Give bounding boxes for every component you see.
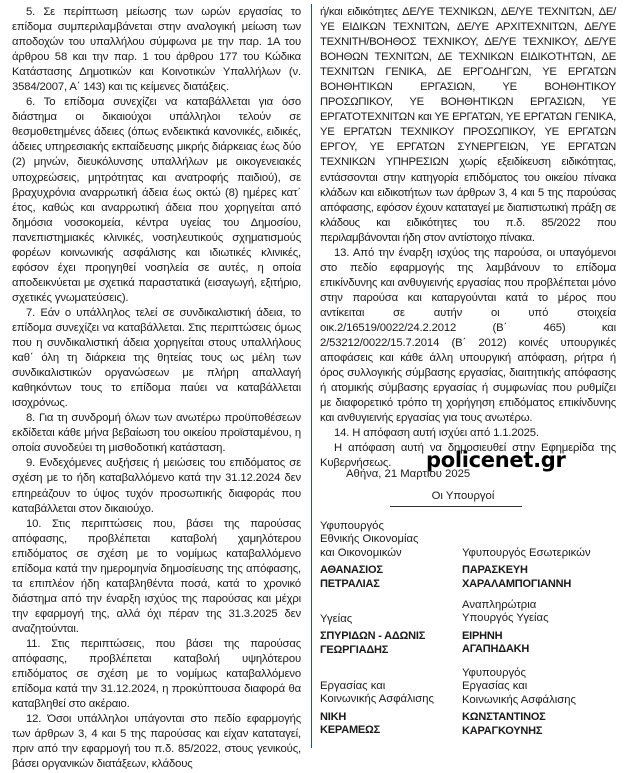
signature-block-deputy-health: [462, 599, 549, 657]
signature-name: ΕΙΡΗΝΗ ΑΓΑΠΗΔΑΚΗ: [462, 629, 530, 656]
paragraph-12: 12. Όσοι υπάλληλοι υπάγονται στο πεδίο εφαρμογής των άρθρων 3, 4 και 5 της παρούσας και είχαν καταταγεί, πριν από την εφαρμογή του π.δ. 85/2022, στους γενικούς, βάσει οργανικών διατάξεων, κλάδους: [12, 713, 301, 771]
watermark-policenet: policenet.gr: [426, 448, 566, 472]
paragraph-11: 11. Στις περιπτώσεις, που βάσει της παρούσας απόφασης, προβλέπεται καταβολή υψηλότερου επιδόματος σε σχέση με το νομίμως καταβαλλόμενο επίδομα κατά την 31.12.2024, η προκύπτουσα διαφορά θα καταβληθεί στο ακέραιο.: [12, 637, 301, 711]
signature-block-interior: [462, 547, 591, 591]
publication-clause: Η απόφαση αυτή να δημοσιευθεί στην Εφημερίδα της Κυβερνήσεως.: [320, 442, 616, 470]
signature-block-finance: [320, 520, 419, 591]
signature-name: ΝΙΚΗ ΚΕΡΑΜΕΩΣ: [320, 710, 381, 737]
signature-role: Υφυπουργός Εσωτερικών: [462, 547, 591, 559]
paragraph-9: 9. Ενδεχόμενες αυξήσεις ή μειώσεις του επιδόματος σε σχέση με το ήδη καταβαλλόμενο κατά την 31.12.2024 δεν επηρεάζουν το ύψος τυχόν προσωπικής διαφοράς που καταβάλλεται στον δικαιούχο.: [12, 457, 301, 515]
signature-role: Εργασίας και Κοινωνικής Ασφάλισης: [320, 680, 434, 706]
left-column: [12, 5, 301, 772]
signature-name: ΣΠΥΡΙΔΩΝ - ΑΔΩΝΙΣ ΓΕΩΡΓΙΑΔΗΣ: [320, 630, 426, 656]
paragraph-6: 6. Το επίδομα συνεχίζει να καταβάλλεται για όσο διάστημα οι δικαιούχοι υπάλληλοι τελούν σε θεσμοθετημένες άδειες (όπως ενδεικτικά κανονικές, ειδικές, άδειες υπηρεσιακής εκπαίδευσης μικρής διάρκειας έως δύο (2) μηνών, διευκόλυνσης υπαλλήλων με οικογενειακές υποχρεώσεις, μητρότητας και ανατροφής παιδιού), σε βραχυχρόνια αναρρωτική άδεια έως οκτώ (8) ημέρες κατ΄ έτος, καθώς και αναρρωτική άδεια που χορηγείται από δημόσια νοσοκομεία, κέντρα υγείας του Δημοσίου, πανεπιστημιακές κλινικές, νοσηλευτικούς σχηματισμούς φορέων κοινωνικής ασφάλισης και ιδιωτικές κλινικές, εφόσον έχει προηγηθεί νοσηλεία σε αυτές, η οποία αποδεικνύεται με σχετικά παραστατικά (εισαγωγή, εξιτήριο, σχετικές γνωματεύσεις).: [12, 96, 301, 304]
signature-block-deputy-labour: [462, 667, 576, 738]
date-line: Αθήνα, 21 Μαρτίου 2025: [346, 468, 471, 480]
signature-name: ΠΑΡΑΣΚΕΥΗ ΧΑΡΑΛΑΜΠΟΓΙΑΝΝΗ: [462, 564, 572, 590]
signature-role: Αναπληρώτρια Υπουργός Υγείας: [462, 599, 549, 625]
paragraph-10: 10. Στις περιπτώσεις που, βάσει της παρούσας απόφασης, προβλέπεται καταβολή χαμηλότερου επιδόματος σε σχέση με το νομίμως καταβαλλόμενο επίδομα κατά την ημερομηνία δημοσίευσης της απόφασης, τα επιπλέον ήδη καταβληθέντα ποσά, κατά το χρονικό διάστημα από την έναρξη ισχύος της παρούσας και μέχρι την εφαρμογή της, αλλά όχι πέραν της 31.3.2025 δεν αναζητούνται.: [12, 517, 301, 635]
signature-block-labour: [320, 680, 434, 738]
signature-role: Υφυπουργός Εργασίας και Κοινωνικής Ασφάλισης: [462, 667, 576, 706]
paragraph-12-continuation: ή/και ειδικότητες ΔΕ/ΥΕ ΤΕΧΝΙΚΩΝ, ΔΕ/ΥΕ ΤΕΧΝΙΤΩΝ, ΔΕ/ΥΕ ΕΙΔΙΚΩΝ ΤΕΧΝΙΤΩΝ, ΔΕ/ΥΕ ΑΡΧΙΤΕΧΝΙΤΩΝ, ΔΕ/ΥΕ ΤΕΧΝΙΤΗ/ΒΟΗΘΟΣ ΤΕΧΝΙΚΟΥ, ΔΕ/ΥΕ ΤΕΧΝΙΚΟΥ, ΔΕ/ΥΕ ΒΟΗΘΩΝ ΤΕΧΝΙΤΩΝ, ΔΕ ΤΕΧΝΙΚΩΝ ΕΙΔΙΚΟΤΗΤΩΝ, ΔΕ ΤΕΧΝΙΤΩΝ ΓΕΝΙΚΑ, ΔΕ ΕΡΓΟΔΗΓΩΝ, ΥΕ ΕΡΓΑΤΩΝ ΒΟΗΘΗΤΙΚΩΝ ΕΡΓΑΣΙΩΝ, ΥΕ ΒΟΗΘΗΤΙΚΟΥ ΠΡΟΣΩΠΙΚΟΥ, ΥΕ ΒΟΗΘΗΤΙΚΩΝ ΕΡΓΑΣΙΩΝ, ΥΕ ΕΡΓΑΤΟΤΕΧΝΙΤΩΝ και ΥΕ ΕΡΓΑΤΩΝ, ΥΕ ΕΡΓΑΤΩΝ ΓΕΝΙΚΑ, ΥΕ ΕΡΓΑΤΩΝ ΤΕΧΝΙΚΟΥ ΠΡΟΣΩΠΙΚΟΥ, ΥΕ ΕΡΓΑΤΩΝ ΕΡΓΟΥ, ΥΕ ΕΡΓΑΤΩΝ ΣΥΝΕΡΓΕΙΩΝ, ΥΕ ΕΡΓΑΤΩΝ ΤΕΧΝΙΚΩΝ ΥΠΗΡΕΣΙΩΝ χωρίς εξειδίκευση ειδικότητας, εντάσσονται στην κατηγορία επιδόματος του οικείου πίνακα κλάδων και ειδικοτήτων των άρθρων 3, 4 και 5 της παρούσας απόφασης, εφόσον έχουν καταταγεί με διαπιστωτική πράξη σε κλάδους και ειδικότητες του π.δ. 85/2022 που περιλαμβάνονται ήδη στον αντίστοιχο πίνακα.: [320, 6, 616, 244]
paragraph-5: 5. Σε περίπτωση μείωσης των ωρών εργασίας το επίδομα συμπεριλαμβάνεται στην αναλογική μείωση των αποδοχών του υπαλλήλου σύμφωνα με την παρ. 1Α του άρθρου 58 και την παρ. 1 του άρθρου 177 του Κώδικα Κατάστασης Δημοτικών και Κοινοτικών Υπαλλήλων (ν. 3584/2007, Α΄ 143) και τις κείμενες διατάξεις.: [12, 6, 301, 94]
signature-name: ΑΘΑΝΑΣΙΟΣ ΠΕΤΡΑΛΙΑΣ: [320, 564, 383, 590]
signature-name: ΚΩΝΣΤΑΝΤΙΝΟΣ ΚΑΡΑΓΚΟΥΝΗΣ: [462, 711, 546, 737]
column-divider: [311, 4, 312, 748]
paragraph-7: 7. Εάν ο υπάλληλος τελεί σε συνδικαλιστική άδεια, το επίδομα συνεχίζει να καταβάλλεται. Στις περιπτώσεις όμως που η συνδικαλιστική άδεια χορηγείται στους υπαλλήλους καθ΄ όλη τη διάρκεια της θητείας τους ως μέλη των συνδικαλιστικών οργανώσεων με πλήρη απαλλαγή καθηκόντων τους το επίδομα παύει να καταβάλλεται ισοχρόνως.: [12, 306, 301, 410]
paragraph-14: 14. Η απόφαση αυτή ισχύει από 1.1.2025.: [334, 427, 539, 440]
paragraph-8: 8. Για τη συνδρομή όλων των ανωτέρω προϋποθέσεων εκδίδεται κάθε μήνα βεβαίωση του οικείου προϊσταμένου, η οποία συνοδεύει τη μισθοδοτική κατάσταση.: [12, 412, 301, 455]
paragraph-13: 13. Από την έναρξη ισχύος της παρούσα, οι υπαγόμενοι στο πεδίο εφαρμογής της λαμβάνουν το επίδομα επικίνδυνης και ανθυγιεινής εργασίας που προβλέπεται μόνο στην παρούσα και καταργούνται κατά το μέρος που αντίκειται σε αυτήν οι υπό στοιχεία οικ.2/16519/0022/24.2.2012 (Β΄ 465) και 2/53212/0022/15.7.2014 (Β΄ 2012) κοινές υπουργικές αποφάσεις και κάθε άλλη υπουργική απόφαση, ρήτρα ή όρος συλλογικής σύμβασης εργασίας, διαιτητικής απόφασης ή ατομικής σύμβασης εργασίας ή συμφωνίας που ρυθμίζει με διαφορετικό τρόπο τη χορήγηση επιδόματος επικίνδυνης και ανθυγιεινής εργασίας για τους ανωτέρω.: [320, 246, 616, 425]
signature-block-health: [320, 613, 425, 657]
ministers-heading: Οι Υπουργοί: [431, 490, 495, 502]
right-column: [320, 5, 616, 471]
ministers-heading-underline: [390, 506, 522, 507]
signature-role: Υγείας: [320, 613, 353, 625]
signature-role: Υφυπουργός Εθνικής Οικονομίας και Οικονομικών: [320, 520, 419, 559]
